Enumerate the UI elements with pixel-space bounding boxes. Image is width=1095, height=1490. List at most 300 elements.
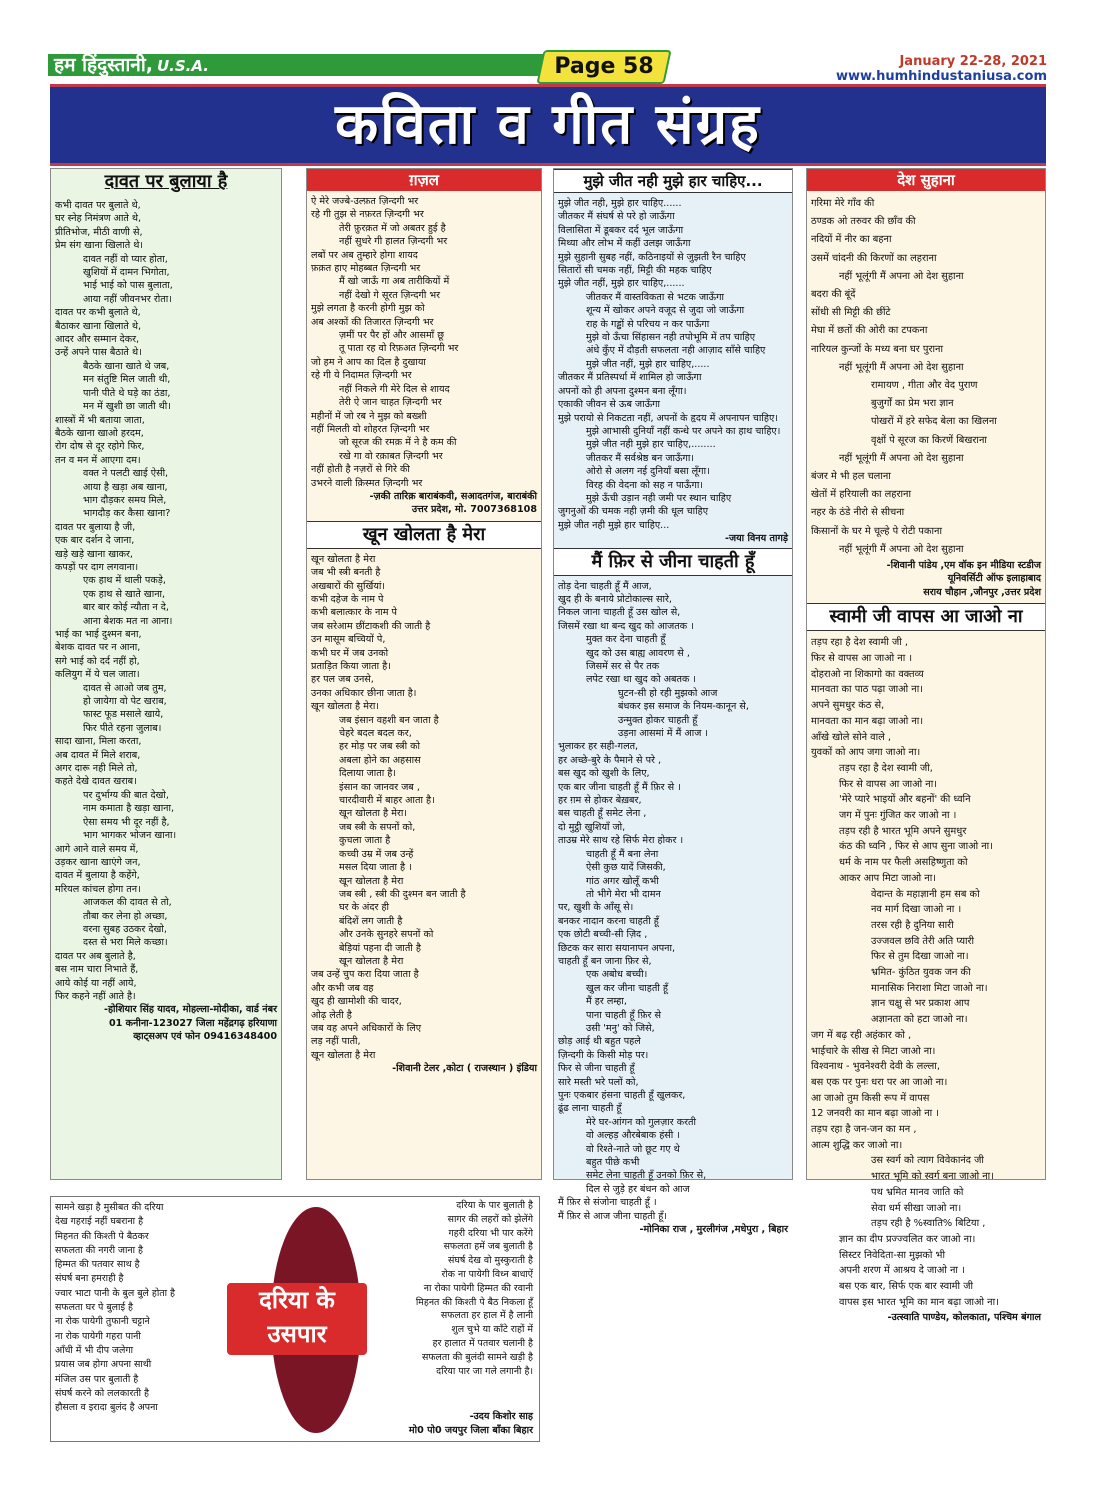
poem-line: कभी बलात्कार के नाम पे — [311, 607, 397, 619]
poem-line: खुद ही खामोशी की चादर, — [311, 996, 402, 1008]
poem-line: चेहरे बदल बदल कर, — [339, 728, 412, 740]
poem-line: फिर से वापस आ जाओ ना । — [811, 652, 913, 664]
poem-line: प्रयास जब होगा अपना साथी — [55, 1359, 152, 1371]
poem-line: उभरने वाली क़िस्मत ज़िन्दगी भर — [311, 477, 423, 489]
poem-line: सागर की लहरों को झेलेंगे — [447, 1213, 533, 1225]
poem-line: ओढ़ लेती है — [311, 1009, 352, 1021]
poem-line: बनकर नादान करना चाहती हूँ — [558, 915, 659, 927]
poem-line: बेशक दावत पर न आना, — [55, 642, 141, 654]
poem-line: नदियों में नीर का बहना — [811, 234, 892, 246]
poem-author: -उदय किशोर साह मो0 पो0 जयपुर जिला बाँका बिहार — [408, 1411, 533, 1436]
poem-line: धर्म के नाम पर फैली असहिष्णुता को — [839, 857, 968, 869]
poem-line: मुझे जीत नहीं, मुझे हार चाहिए,..... — [586, 358, 710, 370]
poem-column-3 — [553, 168, 793, 1236]
poem-line: महीनों में जो रब ने मुझ को बख्शी — [311, 410, 427, 422]
poem-line: ना रोक पायेगी तुफानी चट्टाने — [55, 1316, 150, 1328]
poem-line: मुझे सुहानी सुबह नहीं, कठिनाइयों से जुझती रैन चाहिए — [558, 251, 746, 263]
poem-line: विलासिता में डूबकर दर्द भूल जाऊँगा — [558, 224, 684, 236]
poem-line: उन्हें अपने पास बैठाते थे। — [55, 347, 142, 359]
poem-line: सिस्टर निवेदिता-सा मुझको भी — [839, 1249, 945, 1261]
poem-line: जब स्त्री के सपनों को, — [339, 821, 416, 833]
poem-line: निकल जाना चाहती हूँ उस खोल से, — [558, 607, 681, 619]
poem-line: एक हाथ से खाते खाना, — [83, 588, 166, 600]
poem-author: -मोनिका राज , मुरलीगंज ,मधेपुरा , बिहार — [639, 1224, 788, 1236]
poem-line: हर ग़म से होकर बेख़बर, — [558, 795, 642, 807]
poem-column-4 — [806, 168, 1046, 1323]
poem-line: बंधकर इस समाज के नियम-कानून से, — [618, 701, 749, 713]
poem-line: आजकल की दावत से तो, — [83, 897, 172, 909]
poem-line: नहीं भूलूंगी मैं अपना ओ देश सुहाना — [839, 361, 964, 373]
poem-line: उसमें चांदनी की किरणों का लहराना — [811, 252, 937, 264]
poem-line: फिर से तुम दिखा जाओ ना। — [871, 951, 969, 963]
poem-line: फिर कहने नहीं आते है। — [55, 990, 136, 1002]
poem-line: देख गहराई नहीं घबराना है — [55, 1216, 144, 1228]
poem-title: मुझे जीत नही मुझे हार चाहिए... — [554, 169, 792, 193]
poem-line: और कभी जब वह — [311, 982, 374, 994]
poem-line: तरस रही है दुनिया सारी — [871, 919, 954, 931]
poem-line: भुलाकर हर सही-गलत, — [558, 741, 639, 753]
poem-line: नहीं भूलूंगी मैं अपना ओ देश सुहाना — [839, 452, 964, 464]
poem-line: कहते देखे दावत खराब। — [55, 776, 137, 788]
poem-title: देश सुहाना — [807, 169, 1045, 191]
poem-line: कभी दावत पर बुलाते थे, — [55, 200, 141, 211]
poem-line: भाई भाई को पास बुलाता, — [83, 280, 173, 292]
poem-line: अपनों को ही अपना दुश्मन बना लूँगा। — [558, 385, 687, 397]
poem-line: मन संतुष्टि मिल जाती थी, — [83, 374, 171, 386]
poem-line: पथ भ्रमित मानव जाति को — [871, 1186, 964, 1198]
poem-line: मैं खो जाऊँ गा अब तारीकियों में — [339, 276, 450, 288]
poem-line: उसी 'मनु' को जिसे, — [586, 1022, 655, 1034]
poem-body — [554, 197, 792, 532]
poem-line: दोहराओ ना शिकागो का वक्तव्य — [811, 668, 924, 680]
poem-line: वेदान्त के महाज्ञानी हम सब को — [871, 888, 980, 900]
poem-line: दावत नहीं वो प्यार होता, — [83, 253, 168, 265]
poem-line: दरिया पार जा गले लगानी है। — [436, 1365, 533, 1377]
poem-line: आ जाओ तुम किसी रूप में वापस — [811, 1092, 930, 1104]
poem-line: अपने सुमधुर कंठ से, — [811, 700, 885, 712]
poem-line: बैठके खाना खाते थे जब, — [83, 360, 170, 372]
poem-line: सफलता की बुलंदी सामने खड़ी है — [421, 1351, 533, 1363]
poem-line: 12 जनवरी का मान बढ़ा जाओ ना । — [811, 1108, 940, 1120]
poem-line: मानवता का पाठ पढ़ा जाओ ना। — [811, 684, 923, 696]
poem-line: जब सरेआम छींटाकशी की जाती है — [311, 620, 431, 632]
poem-line: मुक्त कर देना चाहती हूँ — [586, 634, 666, 646]
poem-line: कंठ की ध्वनि , फिर से आप सुना जाओ ना। — [839, 841, 993, 853]
poem-line: मुझे जीत नहीं, मुझे हार चाहिए,...... — [558, 278, 685, 290]
poem-line: भाग दौड़कर समय मिले, — [83, 494, 167, 506]
poem-title: स्वामी जी वापस आ जाओ ना — [807, 603, 1045, 631]
poem-line: हौसला व इरादा बुलंद है अपना — [55, 1402, 158, 1414]
poem-line: घुटन-सी हो रही मुझको आज — [618, 687, 718, 699]
poem-line: मुझे आभासी दुनियाँ नहीं कन्धे पर अपने का हाथ चाहिए। — [586, 425, 781, 437]
poem-line: बस नाम चारा निभाते हैं, — [55, 964, 139, 976]
poem-line: हर हालात में पतवार चलानी है — [432, 1337, 533, 1349]
poem-line: वो अल्हड़ औरबेबाक हंसी । — [586, 1130, 680, 1142]
poem-line: ठण्डक ओ तरुवर की छाँव की — [811, 216, 916, 228]
poem-line: सगे भाई को दर्द नहीं हो, — [55, 655, 140, 667]
poem-title: दावत पर बुलाया है — [104, 171, 228, 192]
poem-line: ज्वार भाटा पानी के बुल बुले होता है — [55, 1287, 176, 1299]
poem-line: मैं फ़िर से आज जीना चाहती हूँ। — [558, 1210, 668, 1222]
poem-line: फास्ट फूड मसाले खाये, — [83, 709, 164, 721]
poem-line: तन व मन में आएगा दम। — [55, 454, 141, 466]
poem-line: लपेट रखा था खुद को अबतक । — [586, 674, 697, 686]
poem-line: अबला होने का अहसास — [339, 754, 421, 766]
poem-line: कपड़ों पर दाग लगवाना। — [55, 561, 139, 573]
poem-line: आँखे खोले सोने वाले , — [811, 731, 892, 743]
poem-line: मानासिक निराशा मिटा जाओ ना। — [871, 982, 988, 994]
poem-line: फिर पीते रहना जुलाब। — [83, 722, 162, 734]
poem-line: दिल से जुड़े हर बंधन को आज — [586, 1183, 690, 1195]
poem-line: बस खुद को खुशी के लिए, — [558, 768, 650, 780]
poem-line: तड़प रहा है देश स्वामी जी , — [811, 637, 908, 649]
poem-line: खुद ही के बनाये प्रोटोकाल्स सारे, — [558, 593, 672, 605]
poem-line: नहीं देखो गे सूरत ज़िन्दगी भर — [339, 289, 441, 301]
poem-title: ग़ज़ल — [307, 169, 541, 191]
poem-line: अंधे कुँए में दौड़ती सफलता नही आज़ाद साँसे चाहिए — [586, 345, 766, 357]
poem-line: कच्ची उम्र में जब उन्हें — [339, 848, 414, 860]
poem-line: मेघा में छतों की ओरी का टपकना — [811, 325, 928, 337]
poem-line: एकाकी जीवन से ऊब जाऊँगा — [558, 399, 660, 411]
poem-line: ढूंढ लाना चाहती हूँ — [558, 1103, 622, 1115]
poem-line: खून खोलता है मेरा — [339, 955, 404, 967]
poem-line: नारियल कुन्जों के मध्य बना घर पुराना — [811, 343, 943, 355]
poem-line: रोक ना पायेगी विध्न बाधाऐं — [441, 1268, 533, 1280]
poem-line: आये कोई या नहीं आये, — [55, 977, 137, 989]
poem-line: मुझे ऊँची उड़ान नही जमी पर स्थान चाहिए — [586, 492, 732, 504]
poem-line: खून खोलता है मेरा। — [339, 808, 407, 820]
poem-line: उड़ना आसमां में मैं आज । — [618, 728, 708, 740]
poem-line: सफलता की नगरी जाना है — [55, 1244, 143, 1256]
poem-line: खुद को उस बाह्य आवरण से , — [586, 647, 690, 659]
poem-line: दस्त से भरा मिले कच्छा। — [83, 937, 168, 949]
poem-line: उन्मुक्त होकर चाहती हूँ — [618, 714, 698, 726]
poem-line: तोड़ देना चाहती हूँ मैं आज, — [558, 580, 652, 592]
poem-line: हिम्मत की पतवार साथ है — [55, 1259, 140, 1271]
poem-title: मैं फ़िर से जीना चाहती हूँ — [554, 548, 792, 576]
poem-line: रहे गी तुझ से नफ़रत ज़िन्दगी भर — [311, 209, 424, 221]
poem-line: रोग दोष से दूर रहोगे फिर, — [55, 441, 145, 453]
poem-line: मुझे जीत नही मुझे हार चाहिए... — [558, 519, 670, 531]
poem-line: सेवा धर्म सीखा जाओ ना। — [871, 1202, 962, 1214]
poem-line: खेतों में हरियाली का लहराना — [811, 489, 912, 501]
poem-line: बहुत पीछे कभी — [586, 1157, 640, 1169]
poem-line: मेरे घर-आंगन को गुलज़ार करती — [586, 1116, 696, 1128]
poem-author: -शिवानी टेलर ,कोटा ( राजस्थान ) इंडिया — [392, 1063, 537, 1075]
poem-line: खून खोलता है मेरा — [311, 1049, 376, 1061]
poem-line: प्रीतिभोज, मीठी वाणी से, — [55, 226, 143, 238]
poem-line: तू पाता रह वो रिफ़अत ज़िन्दगी भर — [339, 343, 459, 355]
poem-line: ऐ मेरे जज्बे-उल्फ़त ज़िन्दगी भर — [311, 196, 419, 207]
poem-line: तो भीगे मेरा भी दामन — [586, 888, 661, 900]
poem-line: दिलाया जाता है। — [339, 768, 397, 780]
poem-line: आँधी में भी दीप जलेगा — [55, 1344, 134, 1356]
poem-line: वक्त ने पलटी खाई ऐसी, — [83, 468, 169, 480]
poem-line: बेड़ियां पहना दी जाती है — [339, 942, 421, 954]
poem-line: नहर के ठंडे नीरो से सीचना — [811, 507, 905, 519]
poem-line: मैं हर लम्हा, — [586, 996, 627, 1008]
poem-line: खुल कर जीना चाहती हूँ — [586, 982, 668, 994]
poem-line: भाईचारे के सीख से मिटा जाओ ना। — [811, 1045, 936, 1057]
poem-line: भागदौड़ कर कैसा खाना? — [83, 508, 171, 520]
poem-line: ऐसा समय भी दूर नहीं है, — [83, 816, 170, 828]
poem-line: और उनके सुनहरे सपनों को — [339, 929, 434, 941]
poem-line: फिर से वापस आ जाओ ना। — [839, 778, 937, 790]
poem-line: कुचला जाता है — [339, 835, 391, 847]
poem-line: संघर्ष बना हमराही है — [55, 1273, 124, 1285]
poem-line: विश्वनाथ - भुवनेश्वरी देवी के लल्ला, — [811, 1061, 940, 1073]
poem-line: सारे मस्ती भरे पलों को, — [558, 1076, 639, 1088]
poem-line: रहे गी ये निदामत ज़िन्दगी भर — [311, 370, 412, 382]
poem-line: मिहनत की किश्ती पे बैठकर — [55, 1230, 149, 1242]
poem-line: मैं फ़िर से संजोना चाहती हूँ । — [558, 1197, 657, 1209]
poem-line: दावत पर अब बुलाते है, — [55, 950, 136, 962]
poem-line: बस एक पर पुनः धरा पर आ जाओ ना। — [811, 1076, 948, 1088]
poem-line: पाना चाहती हूँ फ़िर से — [586, 1009, 661, 1021]
poem-line: संघर्ष देख वो मुस्कुराती है — [448, 1255, 533, 1267]
poem-line: तड़प रहा है देश स्वामी जी, — [839, 762, 933, 774]
poem-line: ना रोका पायेगी हिम्मत की रवानी — [423, 1282, 533, 1294]
poem-title: खून खोलता है मेरा — [307, 521, 541, 549]
poem-line: जग में बढ़ रही अहंकार को , — [811, 1029, 912, 1041]
poem-line: तड़प रही है %स्वाति% बिटिया , — [871, 1218, 986, 1230]
poem-line: ताउम्र मेरे साथ रहे सिर्फ मेरा होकर । — [558, 835, 684, 847]
poem-line: तेरी ऐ जान चाहत ज़िन्दगी भर — [339, 397, 442, 409]
poem-line: हो जायेगा वो पेट खराब, — [83, 696, 167, 708]
poem-line: तौबा कर लेना हो अच्छा, — [83, 910, 168, 922]
poem-line: चाहती हूँ मैं बना लेना — [586, 848, 659, 860]
poem-line: जो हम ने आप का दिल है दुखाया — [311, 356, 426, 368]
poem-author: -उत्स्वाति पाण्डेय, कोलकाता, पश्चिम बंगाल — [887, 1311, 1041, 1323]
poem-box-bottom — [50, 1196, 540, 1442]
poem-line: शून्य में खोकर अपने वजूद से जुदा जो जाऊँगा — [586, 305, 745, 317]
poem-line: मुझे जीत नही मुझे हार चाहिए,........ — [586, 439, 716, 451]
poem-line: चाहती हूँ बन जाना फ़िर से, — [558, 955, 652, 967]
poem-line: दो मुट्ठी खुशियाँ जो, — [558, 821, 626, 833]
poem-body — [51, 199, 281, 1003]
poem-line: जब वह अपने अधिकारों के लिए — [311, 1022, 422, 1034]
poem-line: जिसमें सर से पैर तक — [586, 661, 660, 672]
poem-line: ज़िन्दगी के किसी मोड़ पर। — [558, 1049, 649, 1061]
poem-line: बैठाकर खाना खिलाते थे, — [55, 320, 142, 332]
website-link[interactable]: www.humhindustaniusa.com — [835, 69, 1047, 84]
poem-line: वृक्षों पे सूरज का किरणें बिखराना — [871, 434, 987, 446]
poem-line: पुनः एकबार हंसना चाहती हूँ खुलकर, — [558, 1090, 686, 1101]
poem-line: दावत पर कभी बुलाते थे, — [55, 307, 141, 319]
poem-line: रखे गा वो रक़ाबत ज़िन्दगी भर — [339, 450, 443, 462]
poem-line: वरना सुबह उठकर देखो, — [83, 923, 167, 935]
poem-line: 'मेरे प्यारे भाइयों और बहनों' की ध्वनि — [839, 794, 971, 806]
poem-line: हर मोड़ पर जब स्त्री को — [339, 741, 420, 753]
poem-line: एक हाथ में थाली पकड़े, — [83, 575, 166, 587]
issue-info — [836, 54, 1047, 84]
poem-body — [807, 635, 1045, 1310]
poem-line: जीतकर मैं वास्तविकता से भटक जाऊँगा — [586, 291, 724, 303]
poem-line: ना रोक पायेगी गहरा पानी — [55, 1330, 141, 1342]
poem-line: संघर्ष करने को ललकारती है — [55, 1387, 150, 1399]
poem-line: अज्ञानता को हटा जाओ ना। — [871, 1014, 968, 1026]
poem-line: एक बार दर्शन दे जाना, — [55, 535, 135, 547]
poem-line: राह के गड्ढों से परिचय न कर पाऊँगा — [586, 318, 710, 330]
poem-column-1 — [50, 168, 282, 1180]
poem-line: भाग भागकर भोजन खाना। — [83, 830, 177, 842]
poem-body — [307, 195, 541, 490]
poem-line: अखबारों की सुर्खियां। — [311, 580, 386, 592]
poem-line: जीतकर मैं सर्वश्रेष्ठ बन जाऊँगा। — [586, 452, 695, 464]
poem-line: सफलता हमें जब बुलाती है — [443, 1241, 533, 1253]
poem-line: युवकों को आप जगा जाओ ना। — [811, 747, 921, 759]
poem-line: हर अच्छे-बुरे के पैमाने से परे , — [558, 754, 662, 766]
poem-line: अगर दारू नही मिले तो, — [55, 763, 138, 775]
poem-line: हर पल जब उनसे, — [311, 674, 374, 686]
poem-line: लबों पर अब तुम्हारे होगा शायद — [311, 249, 418, 261]
poem-line: आया है खड़ा अब खाना, — [83, 481, 168, 493]
poem-line: मुझे जीत नही, मुझे हार चाहिए...... — [558, 198, 682, 209]
poem-line: नहीं मिलती वो शोहरत ज़िन्दगी भर — [311, 423, 430, 435]
poem-author: -होशियार सिंह यादव, मोहल्ला-मोदीका, वार्ड नंबर 01 कनीना-123027 जिला महेंद्रगढ़ हरियाणा व्हाट्सअप एवं फोन 09416348400 — [103, 1004, 277, 1043]
poem-line: फिर से जीना चाहती हूँ — [558, 1063, 635, 1075]
poem-line: सफलता हर हाल में है लानी — [440, 1310, 533, 1322]
poem-line: नाम कमाता है खड़ा खाना, — [83, 803, 175, 815]
poem-line: ज्ञान चक्षु से भर प्रकाश आप — [871, 998, 970, 1010]
poem-line: मानवता का मान बढ़ा जाओ ना। — [811, 715, 924, 727]
poem-line: बार बार कोई न्यौता न दे, — [83, 602, 169, 614]
poem-line: नहीं भूलूंगी मैं अपना ओ देश सुहाना — [839, 270, 964, 282]
poem-line: घर स्नेह निमंत्रण आते थे, — [55, 213, 142, 225]
poem-line: जब स्त्री , स्त्री की दुश्मन बन जाती है — [339, 888, 466, 900]
poem-line: दावत में बुलाया है कहेंगे, — [55, 870, 140, 882]
poem-line: भ्रमित- कुंठित युवक जन की — [871, 967, 971, 979]
poem-line: जुगनुओं की चमक नही ज़मी की धूल चाहिए — [558, 506, 709, 518]
poem-line: गांठ अगर खोलूँ कभी — [586, 875, 659, 887]
poem-line: कभी दहेज के नाम पे — [311, 593, 384, 605]
poem-line: सामने खड़ा है मुसीबत की दरिया — [55, 1202, 164, 1213]
poem-line: जिसमें रखा था बन्द खुद को आजतक । — [558, 620, 694, 632]
poem-line: नहीं होती है नज़रों से गिरे की — [311, 464, 410, 476]
poem-line: जब इंसान वहशी बन जाता है — [339, 714, 439, 726]
poem-line: शास्त्रों में भी बताया जाता, — [55, 414, 145, 426]
poem-body — [554, 580, 792, 1224]
poem-line: ज्ञान का दीप प्रज्ज्वलित कर जाओ ना। — [839, 1234, 976, 1245]
poem-line: खुशियों में दामन भिगोता, — [83, 267, 170, 279]
poem-line: खड़े खड़े खाना खाकर, — [55, 548, 133, 560]
poem-line: चारदीवारी में बाहर आता है। — [339, 795, 435, 807]
poem-line: नहीं सुधरे गी हालत ज़िन्दगी भर — [339, 236, 448, 248]
poem-line: आदर और सम्मान देकर, — [55, 334, 140, 346]
poem-line: सफलता घर पे बुलाई है — [55, 1302, 134, 1314]
poem-line: बस एक बार, सिर्फ एक बार स्वामी जी — [839, 1281, 974, 1293]
poem-line: तड़प रहा है जन-जन का मन , — [811, 1124, 917, 1136]
poem-line: मन में खुशी छा जाती थी। — [83, 401, 171, 413]
poem-line: दावत पर बुलाया है जी, — [55, 521, 136, 533]
poem-line: सादा खाना, मिला करता, — [55, 736, 142, 748]
poem-line: नहीं निकले गी मेरे दिल से शायद — [339, 383, 450, 395]
poem-line: एक बार जीना चाहती हूँ मैं फ़िर से । — [558, 781, 681, 793]
poem-line: भाई का भाई दुश्मन बना, — [55, 629, 142, 640]
poem-line: अपनी शरण में आश्रय दे जाओ ना । — [839, 1265, 965, 1277]
poem-line: सितारों सी चमक नहीं, मिट्टी की महक चाहिए — [558, 265, 712, 277]
poem-line: सोंधी सी मिट्टी की छींटे — [811, 307, 891, 319]
poem-line: रामायण , गीता और वेद पुराण — [871, 380, 978, 392]
poem-line: तड़प रही है भारत भूमि अपने सुमधुर — [839, 825, 967, 837]
poem-body — [807, 195, 1045, 559]
publication-name: हम हिंदुस्तानी, U.S.A. — [54, 54, 209, 76]
poem-line: एक छोटी बच्ची-सी ज़िद , — [558, 929, 648, 941]
poem-line: मुझे परायो से निकटता नहीं, अपनों के हृदय में अपनापन चाहिए। — [558, 412, 778, 424]
poem-line: पर, खुशी के आँसू से। — [558, 902, 634, 914]
poem-line: वो रिश्ते-नाते जो छूट गए थे — [586, 1143, 680, 1155]
poem-line: वापस इस भारत भूमि का मान बढ़ा जाओ ना। — [839, 1296, 999, 1308]
poem-author: -जया विनय तागड़े — [724, 533, 788, 545]
poem-line: नव मार्ग दिखा जाओ ना । — [871, 904, 962, 916]
poem-line: मिहनत की किश्ती पे बैठ निकला हूँ — [415, 1296, 533, 1308]
poem-line: जीतकर मैं संघर्ष से परे हो जाऊँगा — [558, 211, 675, 223]
poem-line: जो सूरज की रमक़ में ने है कम की — [339, 437, 457, 449]
poem-line: पोखरों में हरे सफेद बेला का खिलना — [871, 416, 997, 428]
poem-line: फ़क़त हाए मोहब्बत ज़िन्दगी भर — [311, 263, 421, 275]
poem-column-2 — [306, 168, 542, 1180]
poem-line: उज्जवल छवि तेरी अति प्यारी — [871, 935, 975, 947]
poem-line: दरिया के पार बुलाती है — [456, 1200, 533, 1211]
poem-line: ओरो से अलग नई दुनियाँ बसा लूँगा। — [586, 466, 710, 478]
poem-line: उड़कर खाना खाएंगे जन, — [55, 856, 141, 868]
poem-line: अब अश्कों की तिजारत ज़िन्दगी भर — [311, 316, 434, 328]
poem-line: गहरी दरिया भी पार करेंगे — [448, 1227, 533, 1239]
page-number-badge: Page 58 — [536, 50, 671, 84]
poem-line: लड़ नहीं पाती, — [311, 1036, 361, 1048]
poem-line: पानी पीते थे घड़े का ठंडा, — [83, 387, 171, 399]
poem-line: अब दावत में मिले शराब, — [55, 749, 141, 761]
poem-line: खून खोलता है मेरा — [339, 875, 404, 887]
poem-line: आकर आप मिटा जाओ ना। — [839, 872, 936, 884]
poem-line: उस स्वर्ग को त्याग विवेकानंद जी — [871, 1155, 984, 1167]
poem-line: खून खोलता है मेरा — [311, 553, 376, 565]
poem-line: मरियल कांचल होगा तन। — [55, 883, 141, 895]
issue-date: January 22-28, 2021 — [899, 54, 1047, 69]
poem-line: आया नहीं जीवनभर रोता। — [83, 293, 172, 305]
poem-line: छिटक कर सारा सयानापन अपना, — [558, 942, 676, 954]
poem-line: कभी घर में जब उनको — [311, 647, 389, 659]
poem-line: एक अबोध बच्ची। — [586, 969, 648, 981]
poem-line: ज़मीं पर पैर हों और आसमाँ छू — [339, 330, 444, 342]
poem-body-right — [313, 1199, 533, 1378]
poem-line: खून खोलता है मेरा। — [311, 701, 379, 713]
poem-line: जीतकर मैं प्रतिस्पर्धा में शामिल हो जाऊँगा — [558, 372, 702, 384]
poem-line: गरिमा मेरे गाँव की — [811, 198, 875, 209]
poem-line: आगे आने वाले समय में, — [55, 843, 139, 855]
poem-line: आना बेशक मत ना आना। — [83, 615, 173, 627]
poem-body — [307, 553, 541, 1062]
poem-line: तेरी फ़ुरक़त में जो अबतर हुई है — [339, 222, 446, 234]
poem-line: इंसान का जानवर जब , — [339, 781, 420, 793]
poem-line: बंदिशें लग जाती है — [339, 915, 403, 927]
section-title: कविता व गीत संग्रह — [335, 92, 761, 157]
poem-line: दावत से आओ जब तुम, — [83, 682, 167, 694]
poem-line: मुझे लगता है करनी होगी मुझ को — [311, 303, 425, 315]
poem-line: बस चाहती हूँ समेट लेना , — [558, 808, 647, 820]
poem-line: मिथ्या और लोभ में कहीं उलझ जाऊँगा — [558, 238, 691, 250]
poem-title-dariya: दरिया के उसपार — [227, 1283, 367, 1355]
poem-line: मंजिल उस पार बुलाती है — [55, 1373, 139, 1385]
poem-line: छोड़ आई थी बहुत पहले — [558, 1036, 641, 1048]
poem-line: घर के अंदर ही — [339, 902, 390, 914]
poem-line: विरह की वेदना को सह न पाऊँगा। — [586, 479, 703, 491]
poem-line: समेट लेना चाहती हूँ उनको फ़िर से, — [586, 1170, 707, 1182]
poem-line: बुजुर्गों का प्रेम भरा ज्ञान — [871, 398, 954, 410]
masthead-bar — [48, 54, 544, 76]
poem-line: प्रताड़ित किया जाता है। — [311, 661, 391, 672]
poem-line: शुल चुभे या काँटे राहों में — [451, 1324, 533, 1336]
